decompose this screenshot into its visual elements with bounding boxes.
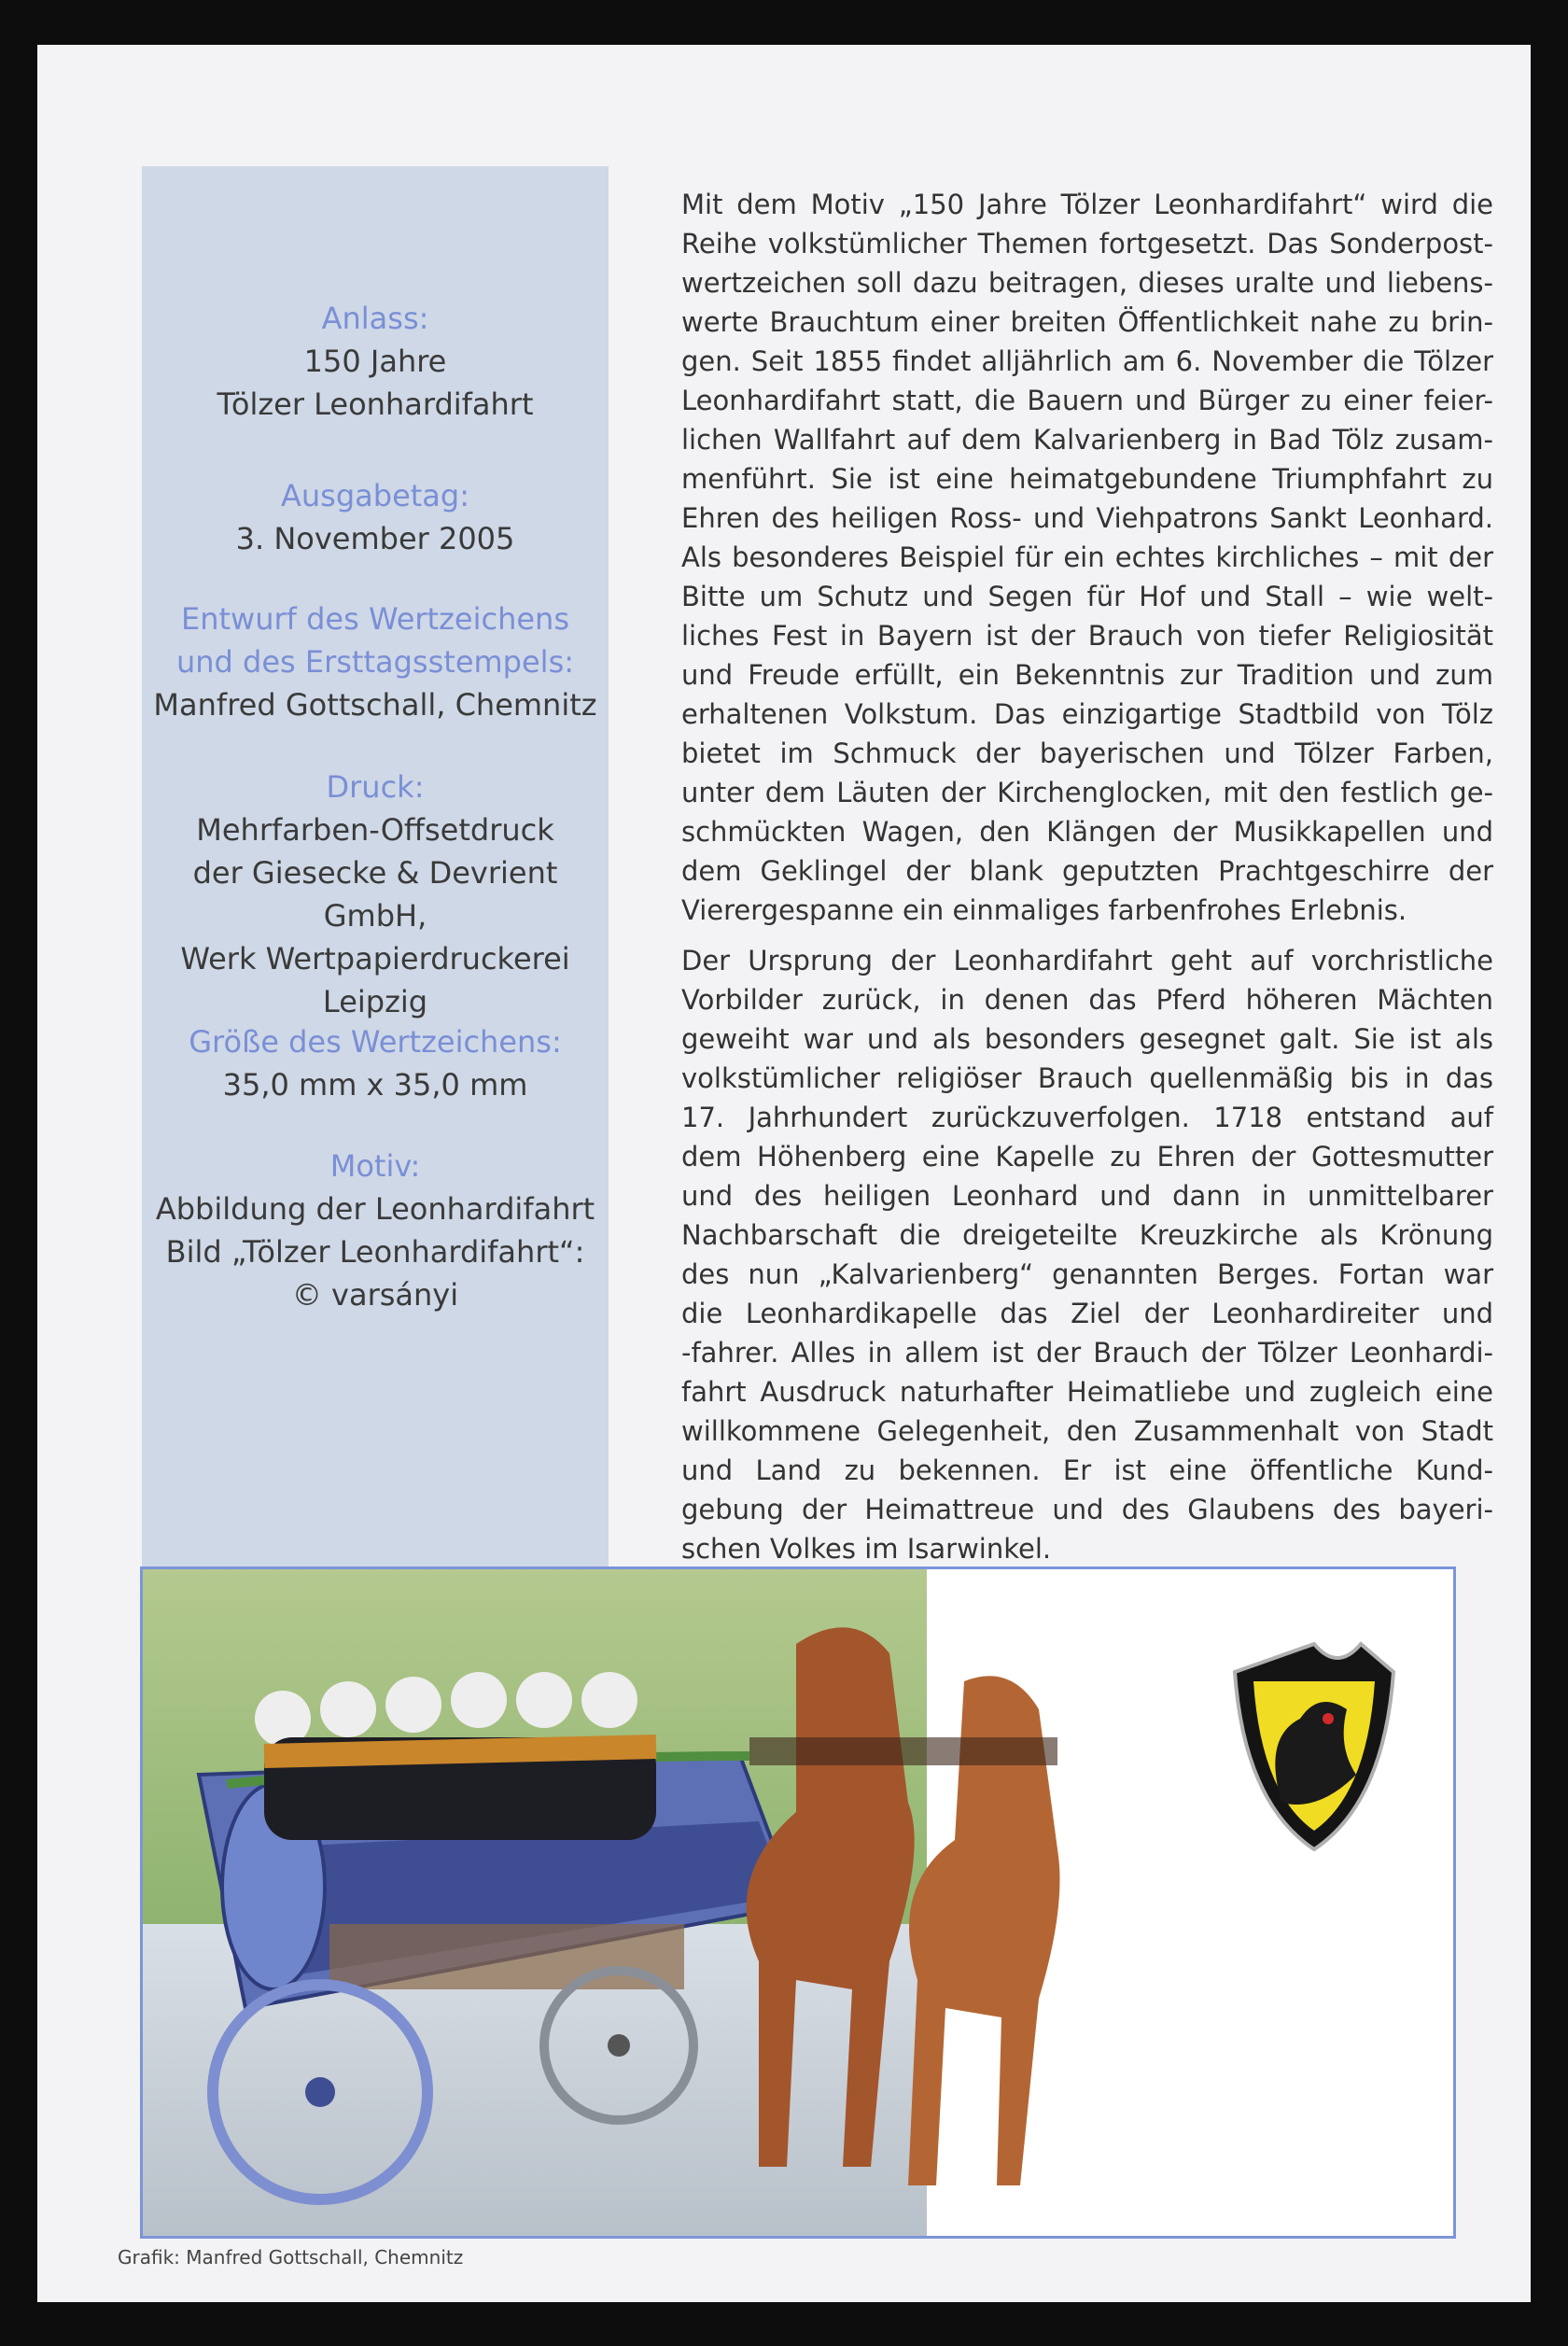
illustration-frame [140, 1566, 1456, 2239]
text-line: schmückten Wagen, den Klängen der Musikkapellen und [681, 816, 1493, 848]
info-heading: Anlass: [321, 301, 429, 336]
info-block-issue-date [142, 474, 609, 560]
info-line: der Giesecke & Devrient GmbH, [192, 855, 558, 934]
info-sidebar [142, 166, 609, 1566]
info-heading: und des Ersttagsstempels: [175, 644, 575, 680]
text-line: des nun „Kalvarienberg“ genannten Berges. Fortan war [681, 1258, 1493, 1290]
info-line: Bild „Tölzer Leonhardifahrt“: [165, 1234, 585, 1270]
text-line: wertzeichen soll dazu beitragen, dieses uralte und liebens- [681, 267, 1493, 299]
info-block-occasion [142, 297, 609, 426]
info-block-print [142, 766, 609, 1023]
text-line: fahrt Ausdruck naturhafter Heimatliebe und zugleich eine [681, 1376, 1493, 1408]
info-heading: Größe des Wertzeichens: [189, 1024, 562, 1060]
text-line: gebung der Heimattreue und des Glaubens des bayeri- [681, 1494, 1493, 1525]
text-line: liches Fest in Bayern ist der Brauch von tiefer Religiosität [681, 620, 1493, 652]
text-line: menführt. Sie ist eine heimatgebundene Triumphfahrt zu [681, 463, 1493, 495]
paragraph-2 [681, 941, 1493, 1568]
text-line: geweiht war und als besonders gesegnet galt. Sie ist als [681, 1023, 1493, 1055]
info-block-design [142, 597, 609, 726]
info-line: Abbildung der Leonhardifahrt [155, 1191, 595, 1227]
text-line: Reihe volkstümlicher Themen fortgesetzt. Das Sonderpost- [681, 228, 1493, 260]
info-line: 150 Jahre [303, 344, 447, 379]
album-page [37, 45, 1531, 2302]
text-line: Vorbilder zurück, in denen das Pferd höheren Mächten [681, 984, 1493, 1016]
info-line: Werk Wertpapierdruckerei [180, 941, 570, 976]
text-line: bietet im Schmuck der bayerischen und Tölzer Farben, [681, 738, 1493, 769]
info-line: 3. November 2005 [235, 521, 515, 556]
info-line: Tölzer Leonhardifahrt [217, 386, 534, 422]
text-line: werte Brauchtum einer breiten Öffentlichkeit nahe zu brin- [681, 306, 1493, 338]
text-line: gen. Seit 1855 findet alljährlich am 6. November die Tölzer [681, 345, 1493, 377]
info-line: Leipzig [322, 984, 428, 1019]
text-line: -fahrer. Alles in allem ist der Brauch der Tölzer Leonhardi- [681, 1337, 1493, 1369]
info-block-motif [142, 1145, 609, 1316]
text-line: Bitte um Schutz und Segen für Hof und Stall – wie welt- [681, 581, 1493, 612]
text-line: Nachbarschaft die dreigeteilte Kreuzkirche als Krönung [681, 1219, 1493, 1251]
text-line: Der Ursprung der Leonhardifahrt geht auf vorchristliche [681, 945, 1493, 976]
text-line: volkstümlicher religiöser Brauch quellenmäßig bis in das [681, 1062, 1493, 1094]
text-line: dem Geklingel der blank geputzten Prachtgeschirre der [681, 855, 1493, 887]
text-line: dem Höhenberg eine Kapelle zu Ehren der Gottesmutter [681, 1141, 1493, 1173]
leonhardifahrt-illustration [143, 1569, 1453, 2236]
illustration-credit: Grafik: Manfred Gottschall, Chemnitz [118, 2246, 464, 2269]
text-line: unter dem Läuten der Kirchenglocken, mit den festlich ge- [681, 777, 1493, 808]
info-heading: Entwurf des Wertzeichens [181, 601, 569, 637]
text-line: erhaltenen Volkstum. Das einzigartige Stadtbild von Tölz [681, 698, 1493, 730]
info-block-size [142, 1020, 609, 1106]
info-heading: Motiv: [329, 1148, 421, 1184]
text-line: Mit dem Motiv „150 Jahre Tölzer Leonhardifahrt“ wird die [681, 189, 1493, 220]
info-line: Mehrfarben-Offsetdruck [196, 812, 554, 848]
text-line: willkommene Gelegenheit, den Zusammenhalt von Stadt [681, 1415, 1493, 1447]
text-line: Leonhardifahrt statt, die Bauern und Bürger zu einer feier- [681, 385, 1493, 416]
text-line: Vierergespanne ein einmaliges farbenfrohes Erlebnis. [681, 894, 1407, 926]
info-heading: Ausgabetag: [280, 478, 469, 513]
text-line: und des heiligen Leonhard und dann in unmittelbarer [681, 1180, 1493, 1212]
paragraph-1 [681, 185, 1493, 930]
text-line: 17. Jahrhundert zurückzuverfolgen. 1718 entstand auf [681, 1102, 1493, 1133]
text-line: Ehren des heiligen Ross- und Viehpatrons Sankt Leonhard. [681, 502, 1493, 534]
info-heading: Druck: [326, 769, 425, 805]
text-line: die Leonhardikapelle das Ziel der Leonhardireiter und [681, 1298, 1493, 1329]
text-line: und Freude erfüllt, ein Bekenntnis zur Tradition und zum [681, 659, 1493, 691]
text-line: schen Volkes im Isarwinkel. [681, 1533, 1052, 1565]
coat-of-arms-icon [1235, 1644, 1393, 1849]
text-line: und Land zu bekennen. Er ist eine öffentliche Kund- [681, 1454, 1493, 1486]
body-text [681, 185, 1493, 1580]
info-line: Manfred Gottschall, Chemnitz [153, 687, 597, 723]
text-line: Als besonderes Beispiel für ein echtes kirchliches – mit der [681, 541, 1493, 573]
info-line: © varsányi [291, 1277, 459, 1313]
info-line: 35,0 mm x 35,0 mm [222, 1067, 528, 1103]
text-line: lichen Wallfahrt auf dem Kalvarienberg in Bad Tölz zusam- [681, 424, 1493, 456]
